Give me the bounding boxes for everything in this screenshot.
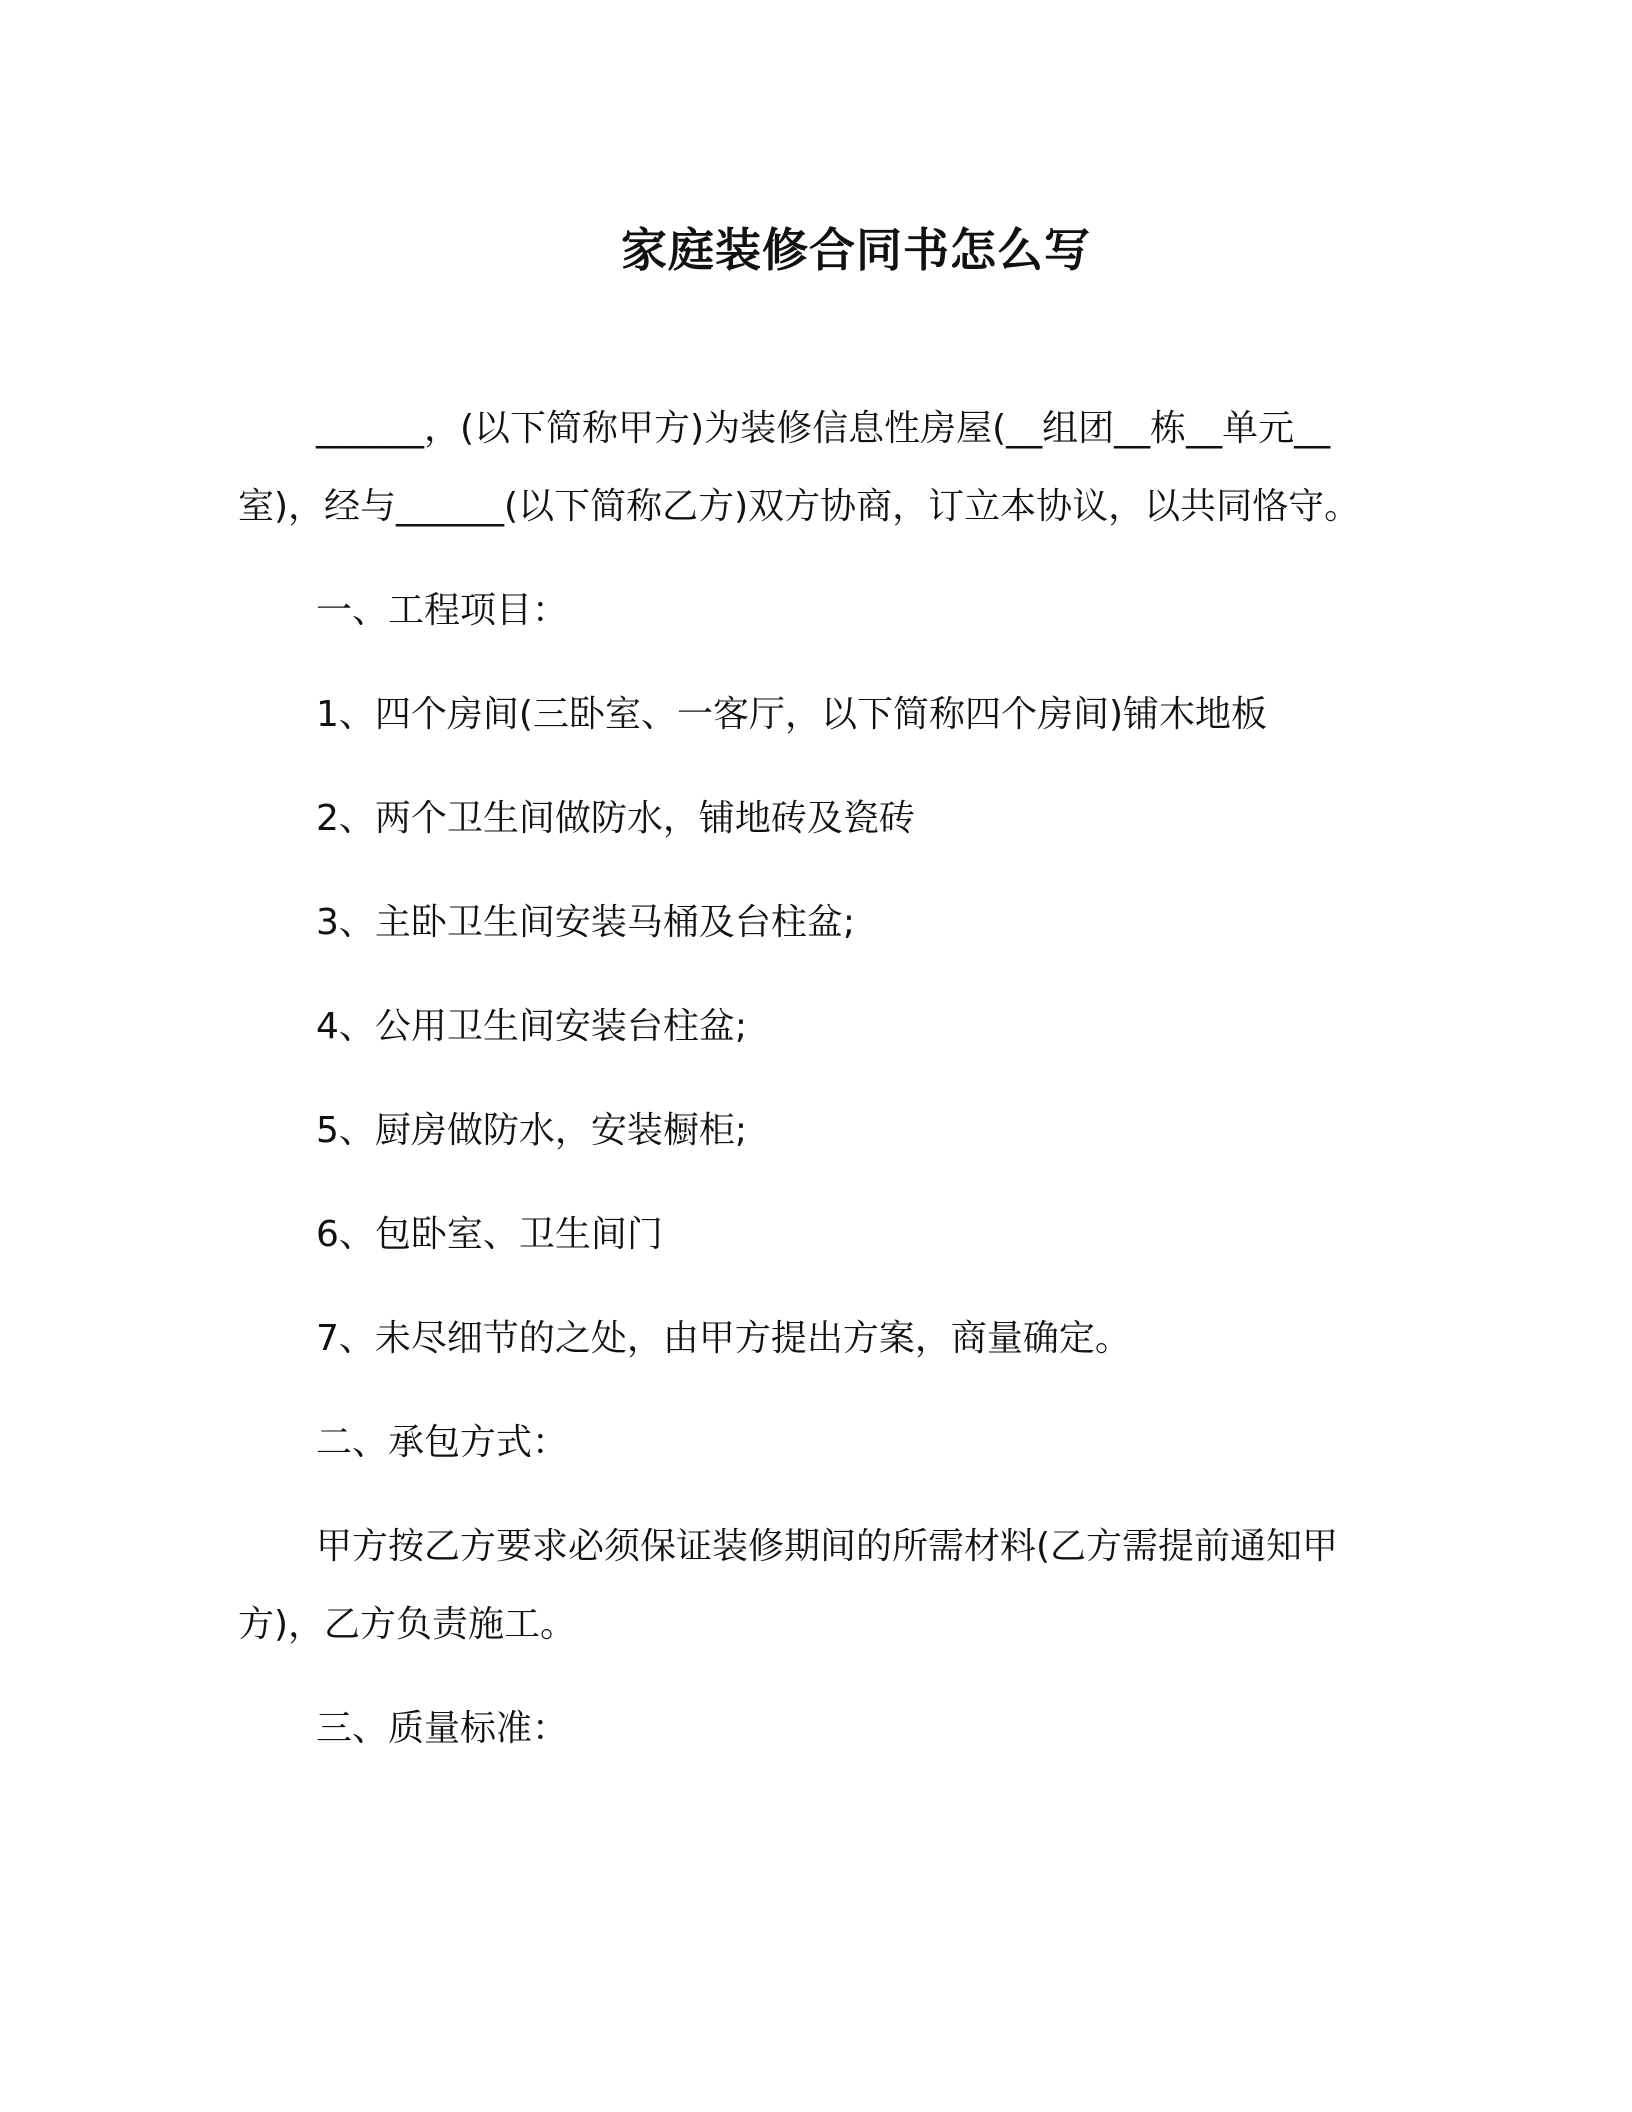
section-heading-3: 三、质量标准： <box>316 1708 569 1749</box>
list-item: 5、厨房做防水，安装橱柜; <box>316 1110 748 1151</box>
list-item: 2、两个卫生间做防水，铺地砖及瓷砖 <box>316 798 915 839</box>
list-item: 3、主卧卫生间安装马桶及台柱盆; <box>316 902 856 943</box>
intro-paragraph: ______，(以下简称甲方)为装修信息性房屋(__组团__栋__单元__室)，经与______(以下简称乙方)双方协商，订立本协议，以共同恪守。 <box>238 408 1361 527</box>
list-item: 6、包卧室、卫生间门 <box>316 1214 663 1255</box>
document-body <box>238 390 1378 1794</box>
section-heading-1: 一、工程项目： <box>316 590 569 631</box>
document-title: 家庭装修合同书怎么写 <box>621 223 1091 277</box>
section2-paragraph: 甲方按乙方要求必须保证装修期间的所需材料(乙方需提前通知甲方)，乙方负责施工。 <box>238 1526 1339 1645</box>
list-item: 7、未尽细节的之处，由甲方提出方案，商量确定。 <box>316 1318 1131 1359</box>
list-item: 1、四个房间(三卧室、一客厅，以下简称四个房间)铺木地板 <box>316 694 1267 735</box>
list-item: 4、公用卫生间安装台柱盆; <box>316 1006 748 1047</box>
section-heading-2: 二、承包方式： <box>316 1422 569 1463</box>
